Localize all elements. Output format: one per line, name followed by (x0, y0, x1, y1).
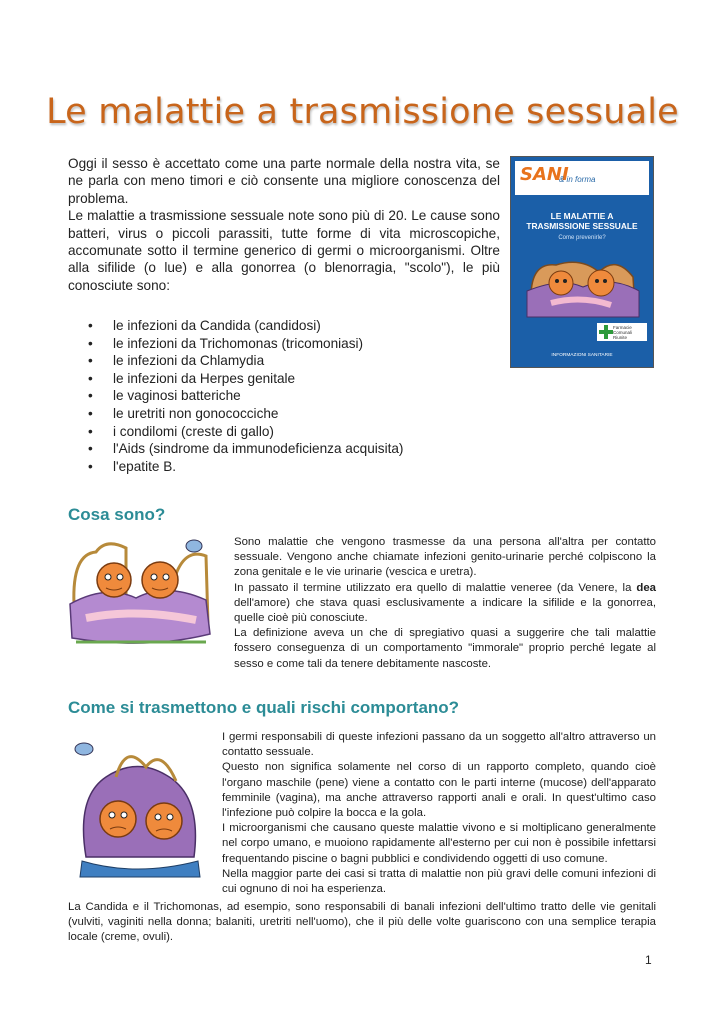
section2-paragraph: I microorganismi che causano queste malattie vivono e si moltiplicano generalmente nel corpo umano, e muoiono rapidamente all'esterno per cui non è possibile infettarsi frequentando piscine o bagni pubblici e condividendo oggetti di uso comune. (222, 822, 656, 865)
text-span: In passato il termine utilizzato era quello di malattie veneree (da Venere, la (234, 581, 637, 594)
list-item: • le vaginosi batteriche (88, 387, 403, 405)
cover-illustration (521, 247, 643, 321)
cover-title-line: TRASMISSIONE SESSUALE (526, 221, 638, 231)
section-heading-cosa-sono: Cosa sono? (68, 505, 166, 524)
section-heading-trasmissione: Come si trasmettono e quali rischi comportano? (68, 698, 460, 717)
cover-brand-sub: & in forma (559, 175, 596, 184)
section2-paragraph: La Candida e il Trichomonas, ad esempio, sono responsabili di banali infezioni dell'ultimo tratto delle vie genitali (vulviti, vaginiti nella donna; balaniti, uretriti nell'uomo), che il più delle volte guariscono con una semplice terapia locale (creme, ovuli). (68, 901, 656, 944)
list-item: • l'Aids (sindrome da immunodeficienza acquisita) (88, 440, 403, 458)
section2-paragraph: Nella maggior parte dei casi si tratta di malattie non più gravi delle comuni infezioni di cui ognuno di noi ha esperienza. (222, 867, 656, 896)
section2-closing-text (68, 900, 656, 946)
page-number: 1 (645, 953, 652, 967)
list-item: • le infezioni da Chlamydia (88, 352, 403, 370)
cross-icon (599, 325, 613, 339)
disease-list (88, 317, 403, 475)
section2-paragraph: I germi responsabili di queste infezioni passano da un soggetto all'altro attraverso un contatto sessuale. (222, 731, 656, 759)
section2-text (222, 730, 656, 897)
intro-text (68, 155, 500, 294)
list-item: • le infezioni da Candida (candidosi) (88, 317, 403, 335)
list-item: • le uretriti non gonococciche (88, 405, 403, 423)
bold-text: dea (636, 581, 656, 594)
section1-paragraph: Sono malattie che vengono trasmesse da una persona all'altra per contatto sessuale. Vengono anche chiamate infezioni genito-urinarie perché colpiscono la zona genitale e le vie urinarie (vescica e uretra). (234, 536, 656, 579)
section1-paragraph: La definizione aveva un che di spregiativo quasi a suggerire che tali malattie fossero conseguenza di un comportamento "immorale" proprio perché legate al sesso e come tali da tenere debitamente nascoste. (234, 627, 656, 670)
list-item: • i condilomi (creste di gallo) (88, 423, 403, 441)
text-span: dell'amore) che stava quasi esclusivamente a indicare la sifilide e la gonorrea, quelle cioè più conosciute. (234, 596, 656, 625)
cover-title-line: LE MALATTIE A (550, 211, 614, 221)
section2-paragraph: Questo non significa solamente nel corso di un rapporto completo, quando cioè l'organo maschile (pene) viene a contatto con le parti interne (mucose) dell'apparato femminile (vagina), ma anche attraverso rapporti anali e orali. In quest'ultimo caso l'infezione può colpire la bocca e la gola. (222, 761, 656, 820)
cover-title (517, 211, 647, 231)
cover-logo-text: Farmacie Comunali Riunite (613, 325, 633, 340)
list-item: • le infezioni da Trichomonas (tricomoniasi) (88, 335, 403, 353)
cover-footer: INFORMAZIONI SANITARIE (551, 353, 613, 358)
list-item: • l'epatite B. (88, 458, 403, 476)
section1-text (234, 535, 656, 672)
section1-paragraph (234, 581, 656, 627)
intro-paragraph: Le malattie a trasmissione sessuale note sono più di 20. Le cause sono batteri, virus o piccoli parassiti, tutte forme di vita microscopiche, accomunate sotto il termine generico di germi o microorganismi. Oltre alla sifilide (o lue) e alla gonorrea (o blenorragia, "scolo"), le più conosciute sono: (68, 208, 500, 293)
cartoon-couple-illustration (66, 737, 212, 887)
cover-pharmacy-logo (597, 323, 647, 341)
cover-header (515, 161, 649, 195)
page-title: Le malattie a trasmissione sessuale (46, 92, 679, 132)
cover-question: Come prevenirle? (558, 235, 606, 241)
intro-paragraph: Oggi il sesso è accettato come una parte normale della nostra vita, se ne parla con meno timori e ciò consente una migliore conoscenza del problema. (68, 156, 500, 206)
cartoon-bed-illustration (66, 534, 216, 652)
list-item: • le infezioni da Herpes genitale (88, 370, 403, 388)
cover-brand: SANI (520, 164, 569, 185)
brochure-cover-image (510, 156, 654, 368)
